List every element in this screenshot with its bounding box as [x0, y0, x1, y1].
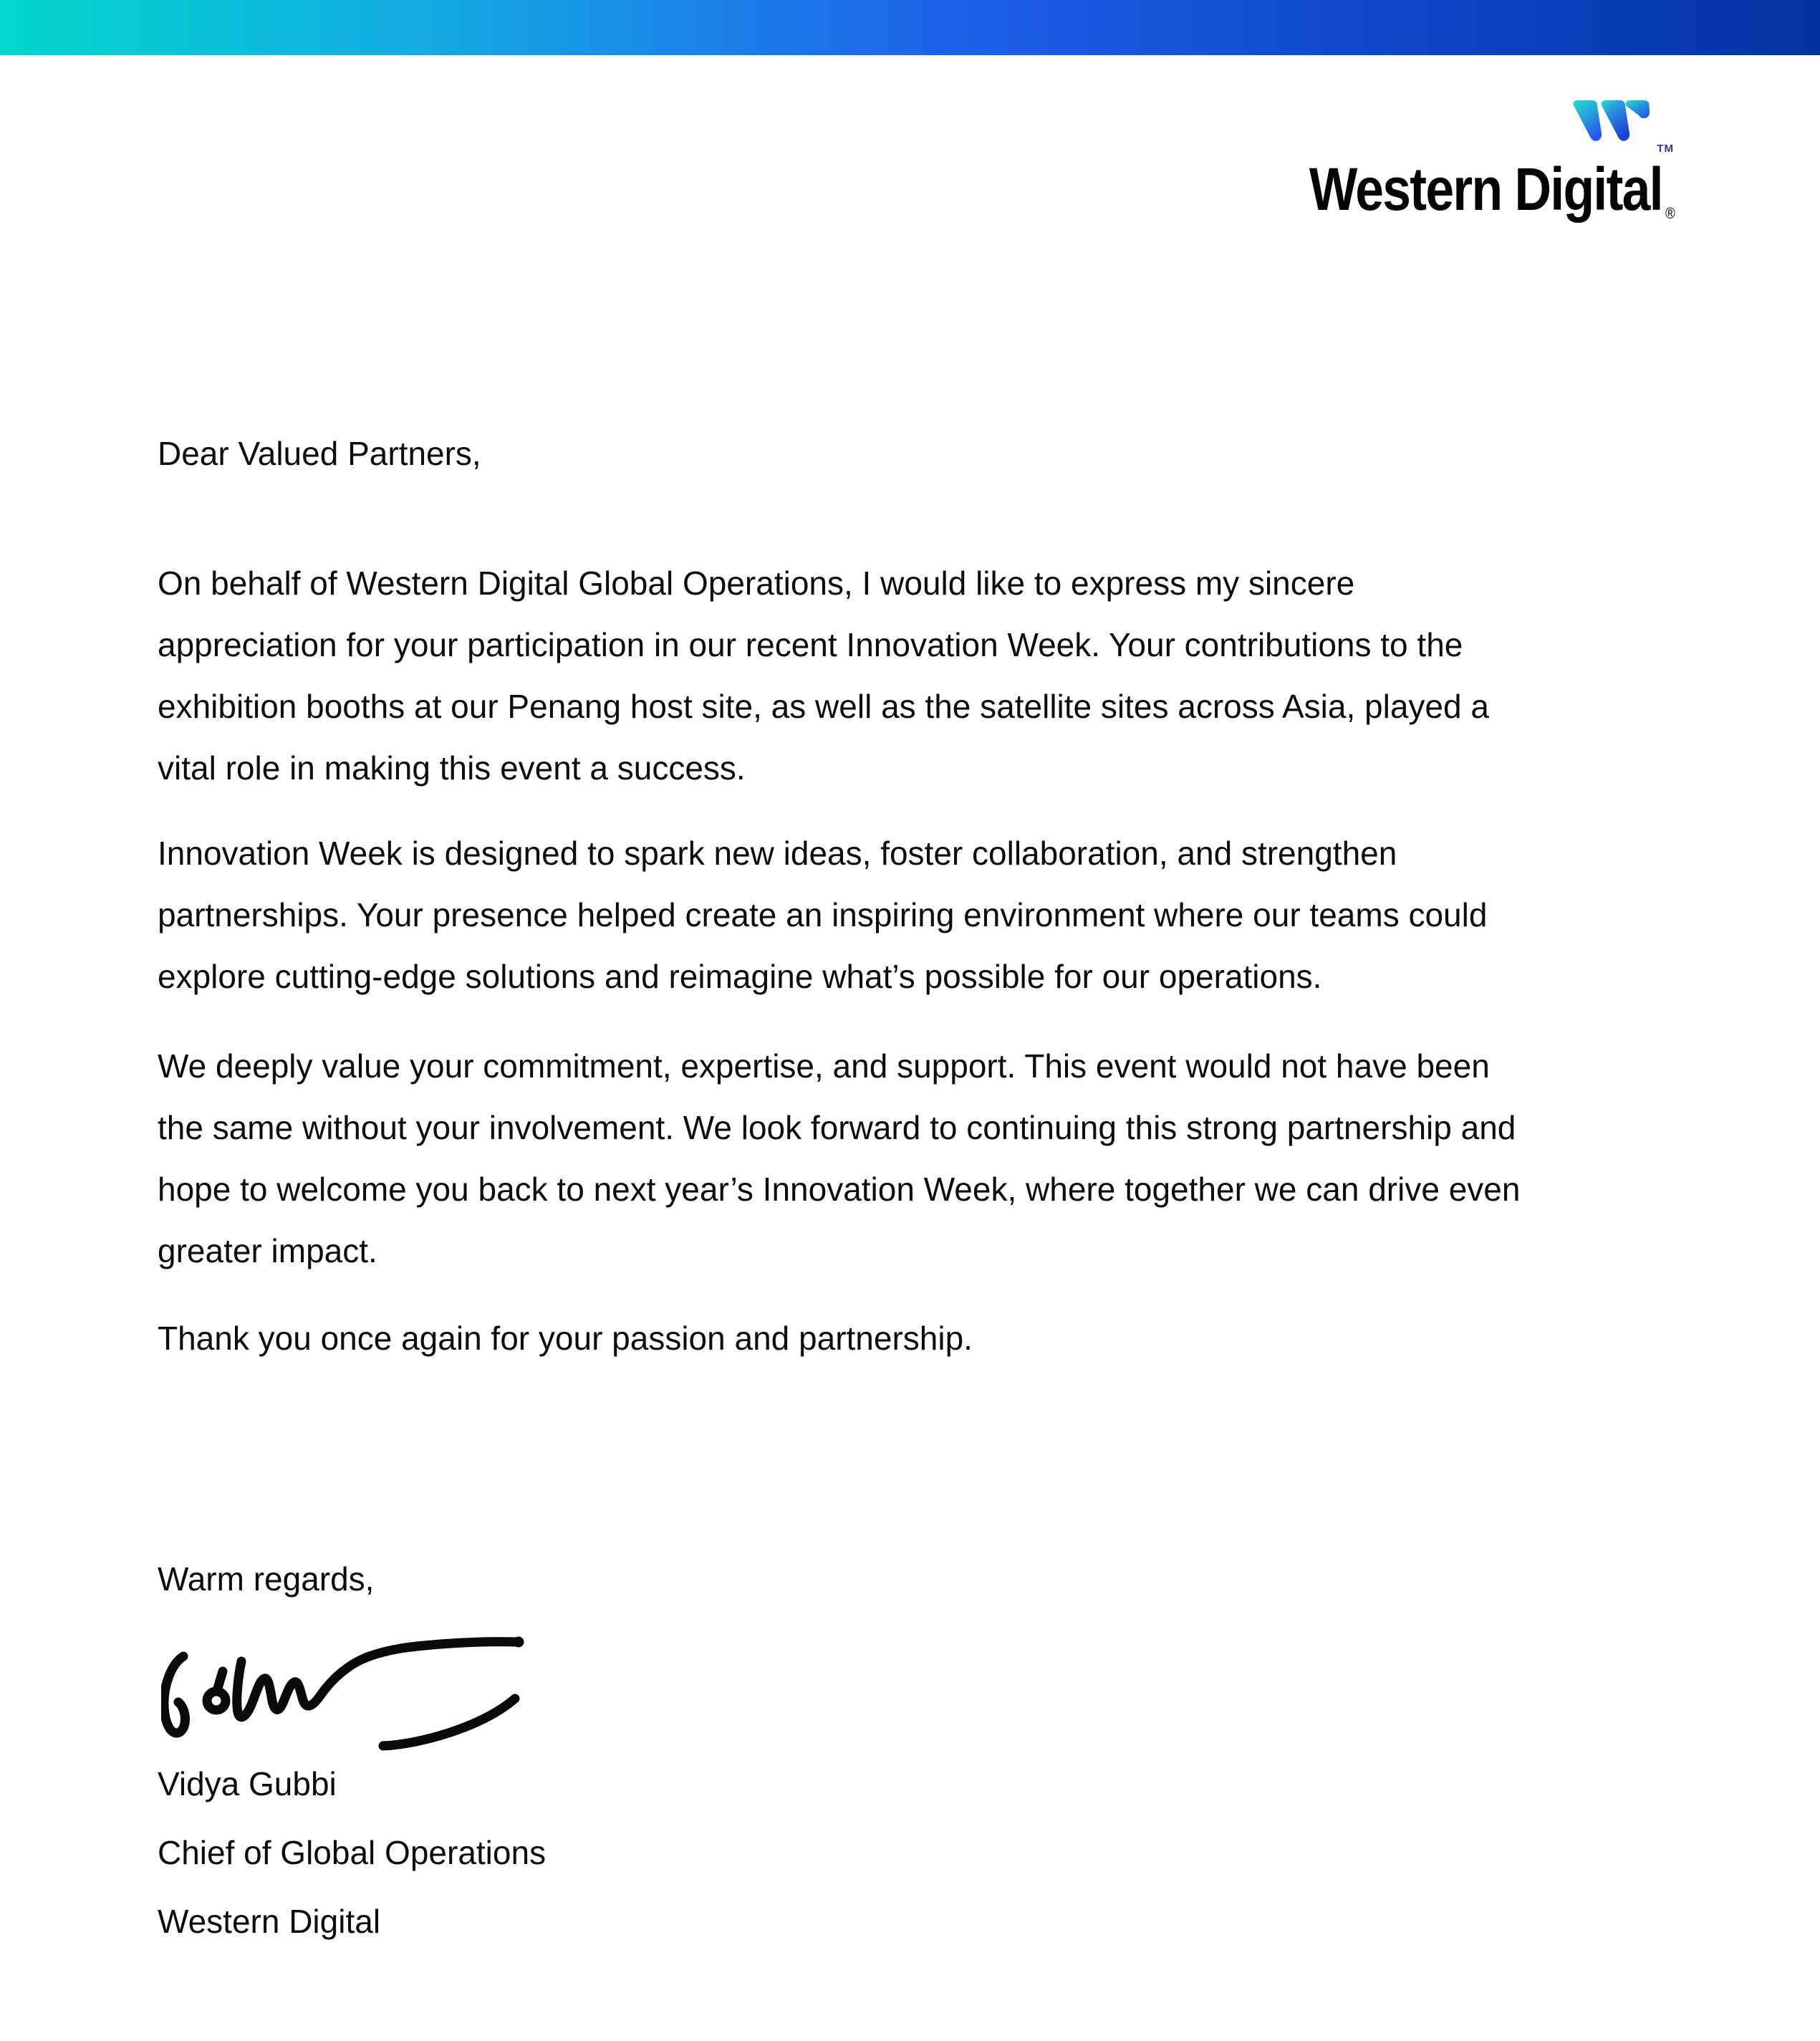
paragraph-line: exhibition booths at our Penang host site, as well as the satellite sites across Asia, played a [158, 688, 1489, 725]
signature-stroke-dash [383, 1699, 515, 1746]
logo-wordmark-row [1245, 155, 1674, 223]
signer-company: Western Digital [158, 1903, 381, 1940]
signer-title: Chief of Global Operations [158, 1834, 547, 1871]
logo-wordmark-text: Western Digital [1309, 155, 1662, 223]
signature-stroke-o [207, 1691, 226, 1710]
signer-name: Vidya Gubbi [158, 1765, 337, 1802]
paragraph-line: appreciation for your participation in our recent Innovation Week. Your contributions to the [158, 626, 1463, 663]
paragraph-line: the same without your involvement. We look forward to continuing this strong partnership and [158, 1109, 1516, 1146]
paragraph-line: Thank you once again for your passion and partnership. [158, 1320, 973, 1357]
paragraph-1 [158, 552, 1489, 799]
signature-stroke-g [164, 1656, 186, 1733]
western-digital-w-mark-icon [1573, 100, 1650, 142]
signature-stroke-dot [514, 1637, 524, 1648]
paragraph-line: partnerships. Your presence helped create an inspiring environment where our teams could [158, 896, 1488, 933]
paragraph-line: Innovation Week is designed to spark new ideas, foster collaboration, and strengthen [158, 835, 1397, 872]
logo-mark-row [1245, 100, 1674, 155]
paragraph-2 [158, 822, 1487, 1007]
salutation-line: Dear Valued Partners, [158, 435, 481, 472]
salutation [158, 423, 481, 484]
closing [158, 1548, 374, 1610]
paragraph-line: explore cutting-edge solutions and reimagine what’s possible for our operations. [158, 958, 1322, 995]
closing-line: Warm regards, [158, 1560, 375, 1598]
signature-stroke-tick [218, 1671, 223, 1689]
signature-block [158, 1749, 546, 1956]
registered-symbol: ® [1665, 204, 1674, 222]
paragraph-line: greater impact. [158, 1232, 377, 1269]
logo-wordmark [1309, 155, 1674, 223]
paragraph-4 [158, 1307, 973, 1369]
paragraph-line: We deeply value your commitment, expertise, and support. This event would not have been [158, 1047, 1490, 1085]
trademark-symbol: TM [1657, 143, 1674, 155]
paragraph-3 [158, 1035, 1520, 1282]
signature-stroke-main [237, 1642, 517, 1717]
paragraph-line: vital role in making this event a success. [158, 749, 746, 787]
paragraph-line: On behalf of Western Digital Global Operations, I would like to express my sincere [158, 565, 1355, 602]
paragraph-line: hope to welcome you back to next year’s Innovation Week, where together we can drive even [158, 1171, 1521, 1208]
western-digital-logo [1245, 100, 1674, 223]
brand-gradient-bar [0, 0, 1820, 55]
handwritten-signature [161, 1630, 534, 1759]
